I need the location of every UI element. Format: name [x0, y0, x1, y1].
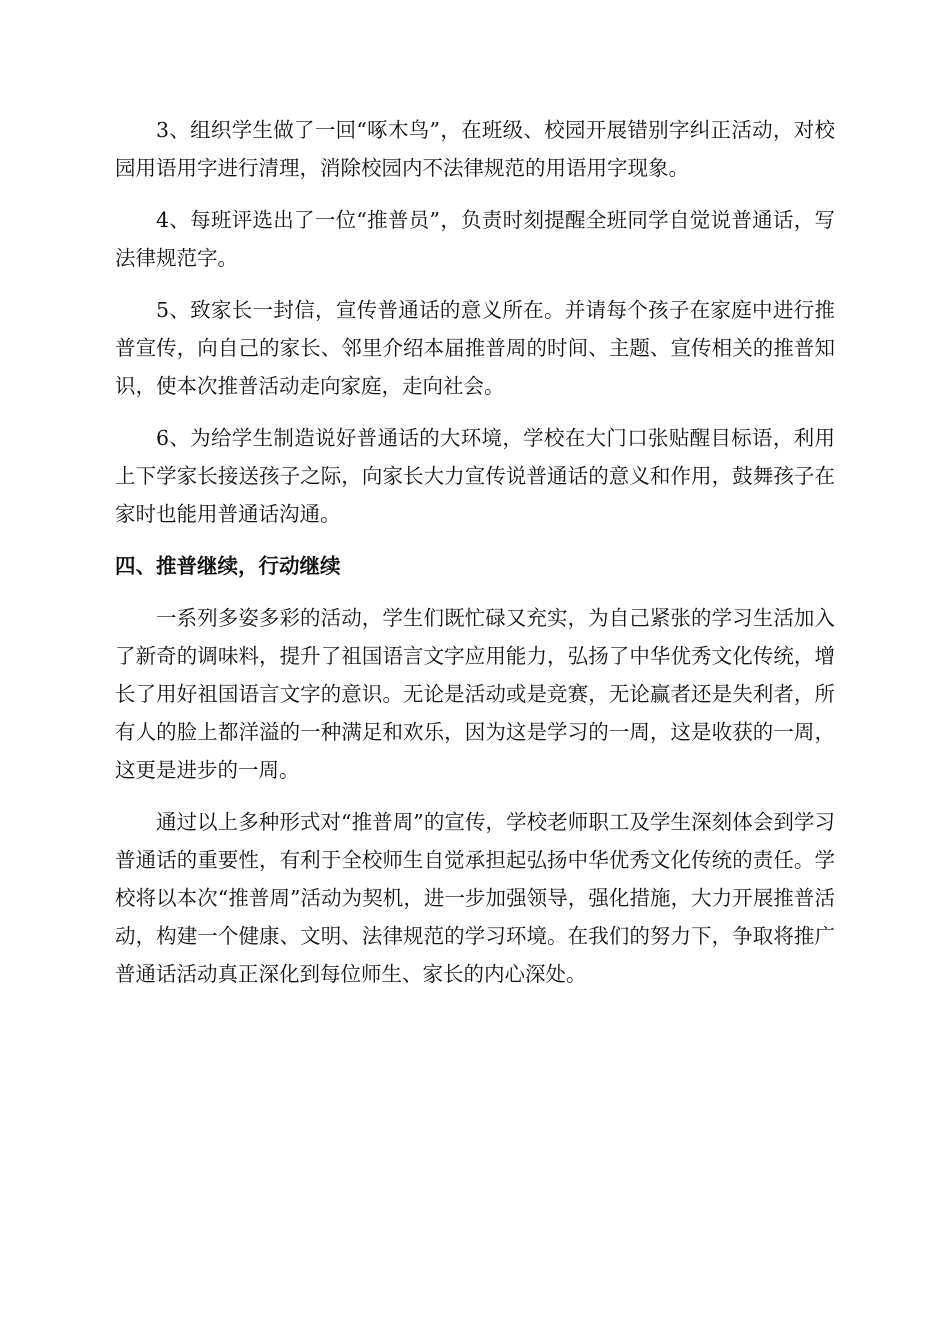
paragraph-summary: 一系列多姿多彩的活动，学生们既忙碌又充实，为自己紧张的学习生活加入了新奇的调味料，提升了祖国语言文字应用能力，弘扬了中华优秀文化传统，增长了用好祖国语言文字的意识。无论是活动或是竞赛，无论赢者还是失利者，所有人的脸上都洋溢的一种满足和欢乐，因为这是学习的一周，这是收获的一周，这更是进步的一周。 — [115, 606, 835, 782]
paragraph-item-3: 3、组织学生做了一回“啄木鸟”，在班级、校园开展错别字纠正活动，对校园用语用字进行清理，消除校园内不法律规范的用语用字现象。 — [115, 118, 835, 180]
paragraph-item-5: 5、致家长一封信，宣传普通话的意义所在。并请每个孩子在家庭中进行推普宣传，向自己的家长、邻里介绍本届推普周的时间、主题、宣传相关的推普知识，使本次推普活动走向家庭，走向社会。 — [115, 298, 835, 398]
paragraph-item-6: 6、为给学生制造说好普通话的大环境，学校在大门口张贴醒目标语，利用上下学家长接送孩子之际，向家长大力宣传说普通话的意义和作用，鼓舞孩子在家时也能用普通话沟通。 — [115, 426, 835, 526]
paragraph-item-4: 4、每班评选出了一位“推普员”，负责时刻提醒全班同学自觉说普通话，写法律规范字。 — [115, 208, 835, 270]
document-page — [115, 111, 835, 1007]
section-heading: 四、推普继续，行动继续 — [115, 554, 341, 578]
paragraph-conclusion: 通过以上多种形式对“推普周”的宣传，学校老师职工及学生深刻体会到学习普通话的重要性，有利于全校师生自觉承担起弘扬中华优秀文化传统的责任。学校将以本次“推普周”活动为契机，进一步加强领导，强化措施，大力开展推普活动，构建一个健康、文明、法律规范的学习环境。在我们的努力下，争取将推广普通话活动真正深化到每位师生、家长的内心深处。 — [115, 810, 835, 986]
